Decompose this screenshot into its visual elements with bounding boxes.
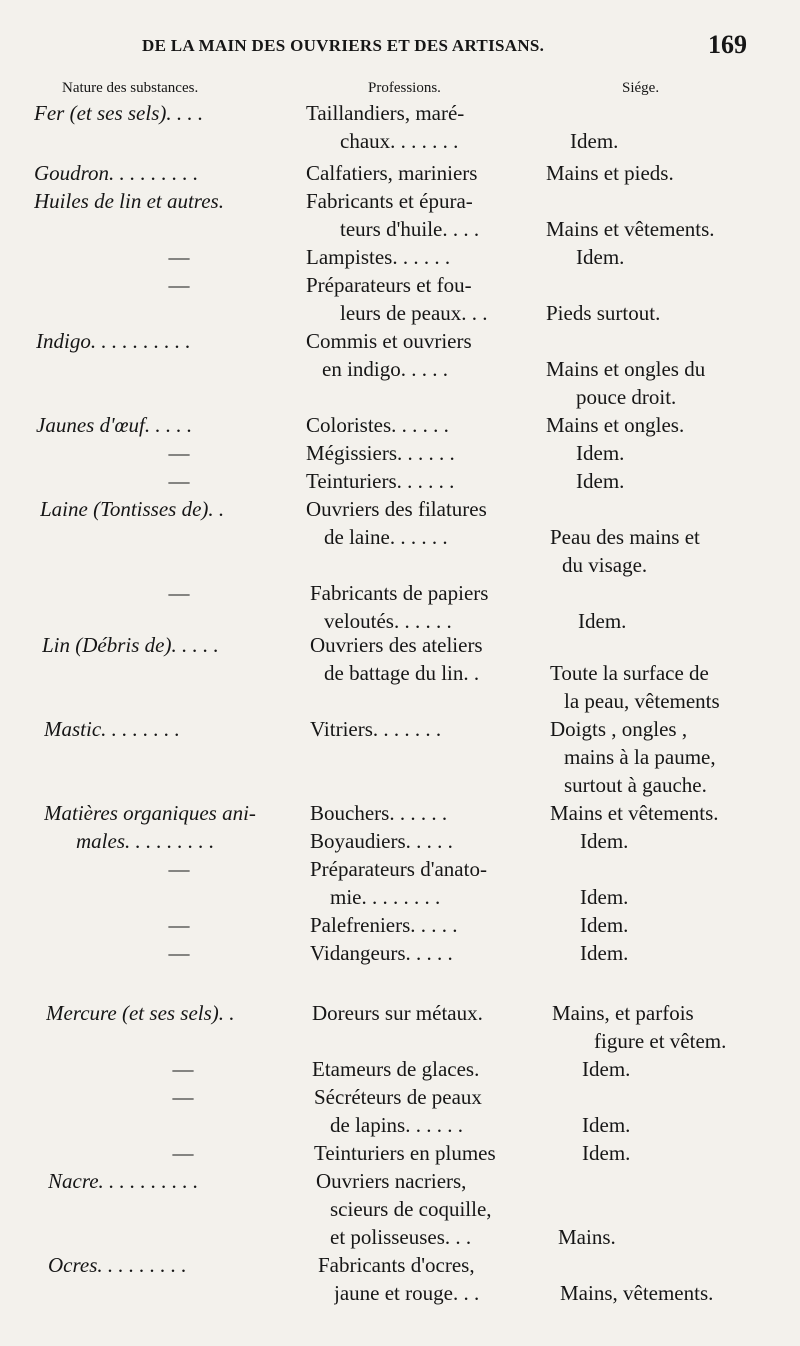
profession-entry: Préparateurs d'anato- bbox=[310, 857, 487, 881]
siege-entry: Mains. bbox=[558, 1225, 616, 1249]
siege-entry: Idem. bbox=[578, 609, 627, 633]
profession-entry: veloutés. . . . . . bbox=[324, 609, 452, 633]
profession-entry: Calfatiers, mariniers bbox=[306, 161, 478, 185]
siege-entry: Idem. bbox=[576, 245, 625, 269]
substance-entry: Mastic. . . . . . . . bbox=[44, 717, 180, 741]
siege-entry: Mains et ongles. bbox=[546, 413, 685, 437]
siege-entry: la peau, vêtements bbox=[564, 689, 720, 713]
ditto-dash: — bbox=[168, 581, 190, 605]
profession-entry: de lapins. . . . . . bbox=[330, 1113, 463, 1137]
profession-entry: Bouchers. . . . . . bbox=[310, 801, 448, 825]
substance-entry: Fer (et ses sels). . . . bbox=[34, 101, 204, 125]
profession-entry: Palefreniers. . . . . bbox=[310, 913, 458, 937]
profession-entry: Fabricants de papiers bbox=[310, 581, 489, 605]
profession-entry: leurs de peaux. . . bbox=[340, 301, 488, 325]
running-title: DE LA MAIN DES OUVRIERS ET DES ARTISANS. bbox=[142, 36, 545, 55]
ditto-dash: — bbox=[168, 441, 190, 465]
profession-entry: Ouvriers des filatures bbox=[306, 497, 487, 521]
siege-entry: Idem. bbox=[576, 469, 625, 493]
siege-entry: Idem. bbox=[582, 1057, 631, 1081]
profession-entry: Ouvriers des ateliers bbox=[310, 633, 483, 657]
siege-entry: Idem. bbox=[582, 1141, 631, 1165]
ditto-dash: — bbox=[168, 469, 190, 493]
ditto-dash: — bbox=[168, 913, 190, 937]
siege-entry: Peau des mains et bbox=[550, 525, 700, 549]
substance-entry: Goudron. . . . . . . . . bbox=[34, 161, 199, 185]
profession-entry: Etameurs de glaces. bbox=[312, 1057, 480, 1081]
substance-entry: Mercure (et ses sels). . bbox=[46, 1001, 235, 1025]
profession-entry: jaune et rouge. . . bbox=[334, 1281, 480, 1305]
siege-entry: Idem. bbox=[580, 885, 629, 909]
column-header-substances: Nature des substances. bbox=[62, 80, 199, 96]
column-header-siege: Siége. bbox=[622, 80, 660, 96]
ditto-dash: — bbox=[168, 857, 190, 881]
profession-entry: mie. . . . . . . . bbox=[330, 885, 441, 909]
profession-entry: Lampistes. . . . . . bbox=[306, 245, 451, 269]
profession-entry: Vidangeurs. . . . . bbox=[310, 941, 453, 965]
substance-entry: Lin (Débris de). . . . . bbox=[42, 633, 219, 657]
substance-entry: Huiles de lin et autres. bbox=[34, 189, 224, 213]
profession-entry: Préparateurs et fou- bbox=[306, 273, 472, 297]
ditto-dash: — bbox=[172, 1057, 194, 1081]
siege-entry: Idem. bbox=[582, 1113, 631, 1137]
profession-entry: Teinturiers en plumes bbox=[314, 1141, 496, 1165]
ditto-dash: — bbox=[172, 1141, 194, 1165]
siege-entry: surtout à gauche. bbox=[564, 773, 707, 797]
substance-entry: Matières organiques ani- bbox=[44, 801, 256, 825]
profession-entry: teurs d'huile. . . . bbox=[340, 217, 480, 241]
profession-entry: Doreurs sur métaux. bbox=[312, 1001, 483, 1025]
profession-entry: Sécréteurs de peaux bbox=[314, 1085, 482, 1109]
profession-entry: Vitriers. . . . . . . bbox=[310, 717, 442, 741]
ditto-dash: — bbox=[168, 245, 190, 269]
profession-entry: Coloristes. . . . . . bbox=[306, 413, 449, 437]
siege-entry: Mains, vêtements. bbox=[560, 1281, 714, 1305]
siege-entry: Mains et pieds. bbox=[546, 161, 674, 185]
siege-entry: Mains et ongles du bbox=[546, 357, 706, 381]
profession-entry: Commis et ouvriers bbox=[306, 329, 472, 353]
profession-entry: chaux. . . . . . . bbox=[340, 129, 459, 153]
siege-entry: Doigts , ongles , bbox=[550, 717, 688, 741]
siege-entry: Idem. bbox=[570, 129, 619, 153]
siege-entry: Toute la surface de bbox=[550, 661, 709, 685]
substance-entry: Laine (Tontisses de). . bbox=[40, 497, 225, 521]
substance-entry: Indigo. . . . . . . . . . bbox=[36, 329, 191, 353]
profession-entry: Ouvriers nacriers, bbox=[316, 1169, 467, 1193]
profession-entry: Fabricants et épura- bbox=[306, 189, 473, 213]
siege-entry: Idem. bbox=[580, 913, 629, 937]
substance-entry: Jaunes d'œuf. . . . . bbox=[36, 413, 193, 437]
ditto-dash: — bbox=[168, 941, 190, 965]
ditto-dash: — bbox=[172, 1085, 194, 1109]
siege-entry: Idem. bbox=[576, 441, 625, 465]
profession-entry: de battage du lin. . bbox=[324, 661, 480, 685]
siege-entry: mains à la paume, bbox=[564, 745, 716, 769]
substance-entry: Nacre. . . . . . . . . . bbox=[48, 1169, 199, 1193]
siege-entry: Mains et vêtements. bbox=[546, 217, 715, 241]
profession-entry: scieurs de coquille, bbox=[330, 1197, 492, 1221]
profession-entry: et polisseuses. . . bbox=[330, 1225, 472, 1249]
profession-entry: Boyaudiers. . . . . bbox=[310, 829, 453, 853]
siege-entry: du visage. bbox=[562, 553, 648, 577]
siege-entry: pouce droit. bbox=[576, 385, 677, 409]
siege-entry: Pieds surtout. bbox=[546, 301, 661, 325]
siege-entry: Mains et vêtements. bbox=[550, 801, 719, 825]
profession-entry: Teinturiers. . . . . . bbox=[306, 469, 455, 493]
siege-entry: Idem. bbox=[580, 829, 629, 853]
profession-entry: Fabricants d'ocres, bbox=[318, 1253, 475, 1277]
column-header-professions: Professions. bbox=[368, 80, 441, 96]
profession-entry: de laine. . . . . . bbox=[324, 525, 448, 549]
ditto-dash: — bbox=[168, 273, 190, 297]
siege-entry: Mains, et parfois bbox=[552, 1001, 694, 1025]
profession-entry: Mégissiers. . . . . . bbox=[306, 441, 455, 465]
substance-entry: Ocres. . . . . . . . . bbox=[48, 1253, 187, 1277]
profession-entry: en indigo. . . . . bbox=[322, 357, 448, 381]
profession-entry: Taillandiers, maré- bbox=[306, 101, 465, 125]
page-number: 169 bbox=[708, 30, 747, 59]
substance-entry: males. . . . . . . . . bbox=[76, 829, 215, 853]
siege-entry: figure et vêtem. bbox=[594, 1029, 727, 1053]
siege-entry: Idem. bbox=[580, 941, 629, 965]
